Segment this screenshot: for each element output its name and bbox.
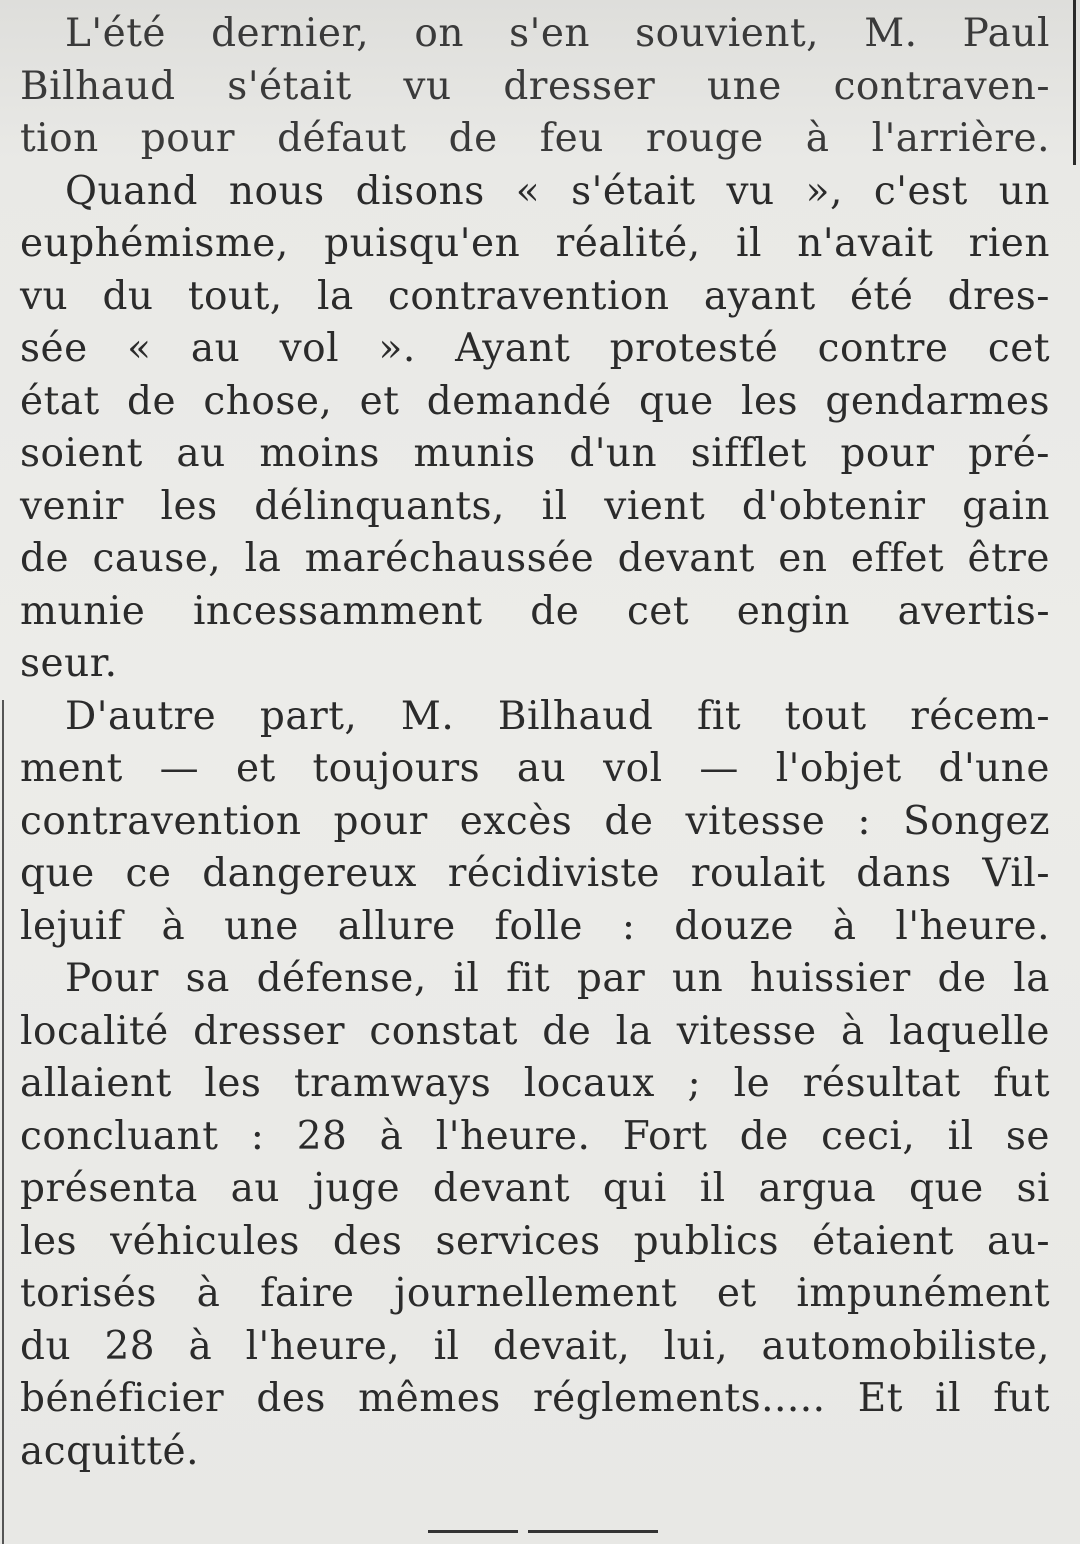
text-line: bénéficier des mêmes réglements..... Et il fut [20,1376,1050,1421]
divider-rule [428,1530,518,1533]
text-line: L'été dernier, on s'en souvient, M. Paul [65,11,1050,56]
column-rule-right [1073,0,1076,165]
paragraph-3 [20,691,1050,954]
paragraph-1 [20,8,1050,166]
text-line: état de chose, et demandé que les gendarmes [20,378,1050,424]
text-line: seur. [20,641,118,686]
text-line: Quand nous disons « s'était vu », c'est un [65,168,1050,214]
text-line: Bilhaud s'était vu dresser une contraven- [20,63,1050,109]
text-line: sée « au vol ». Ayant protesté contre cet [20,326,1050,371]
text-line: acquitté. [20,1428,199,1474]
text-line: D'autre part, M. Bilhaud fit tout récem- [65,693,1050,739]
text-line: vu du tout, la contravention ayant été dres- [20,273,1050,319]
section-divider [428,1526,658,1536]
paragraph-2 [20,166,1050,691]
text-line: que ce dangereux récidiviste roulait dans Vil- [20,851,1050,896]
text-line: localité dresser constat de la vitesse à laquelle [20,1008,1050,1054]
text-line: contravention pour excès de vitesse : Songez [20,798,1050,844]
paragraph-4 [20,953,1050,1478]
text-line: soient au moins munis d'un sifflet pour pré- [20,431,1050,476]
article-column [20,8,1050,1478]
text-line: les véhicules des services publics étaient au- [20,1218,1050,1264]
text-line: présenta au juge devant qui il argua que si [20,1166,1050,1211]
text-line: lejuif à une allure folle : douze à l'heure. [20,903,1050,949]
text-line: euphémisme, puisqu'en réalité, il n'avait rien [20,221,1050,266]
text-line: ment — et toujours au vol — l'objet d'une [20,746,1050,791]
text-line: tion pour défaut de feu rouge à l'arrière. [20,116,1050,161]
text-line: du 28 à l'heure, il devait, lui, automobiliste, [20,1323,1050,1369]
text-line: concluant : 28 à l'heure. Fort de ceci, il se [20,1113,1050,1159]
text-line: Pour sa défense, il fit par un huissier de la [65,956,1050,1001]
text-line: torisés à faire journellement et impunément [20,1271,1050,1316]
divider-rule [528,1530,658,1533]
text-line: venir les délinquants, il vient d'obtenir gain [20,483,1050,529]
text-line: de cause, la maréchaussée devant en effet être [20,536,1050,581]
column-rule-left [2,700,4,1544]
text-line: munie incessamment de cet engin avertis- [20,588,1050,634]
text-line: allaient les tramways locaux ; le résultat fut [20,1061,1050,1106]
